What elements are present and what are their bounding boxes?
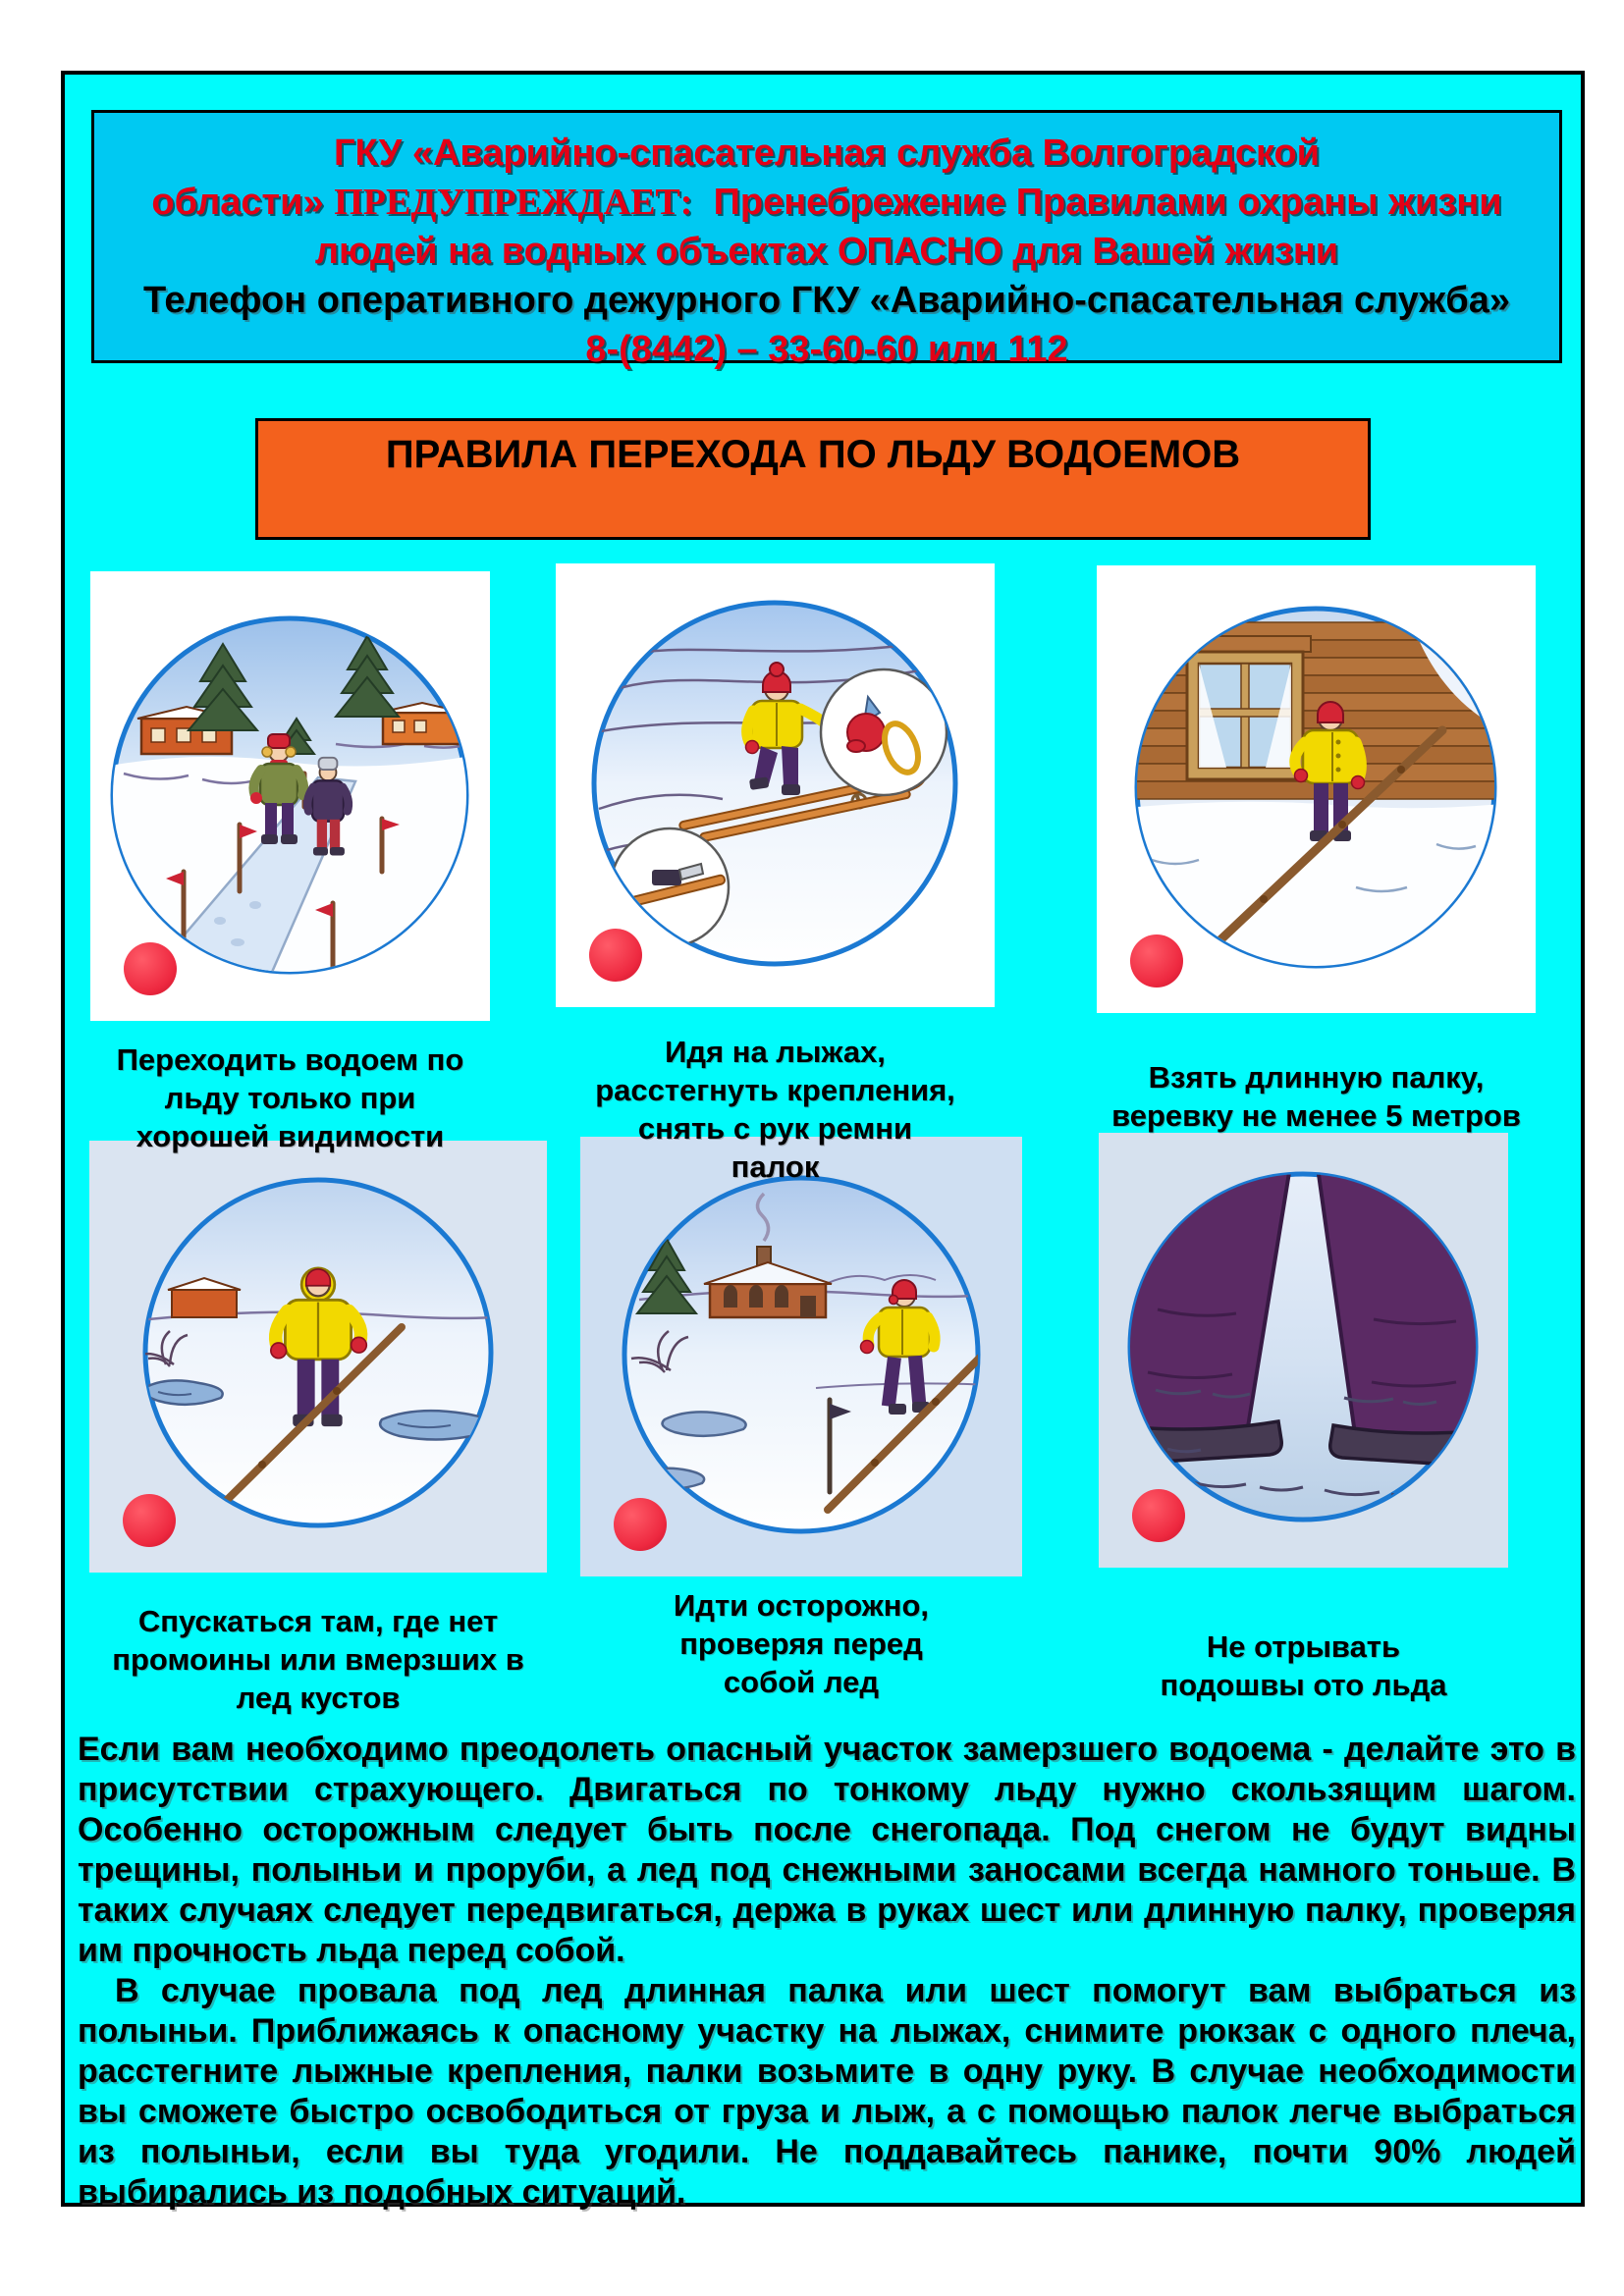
warning-header-box (91, 110, 1562, 370)
illustration-card-2 (556, 563, 995, 1007)
warning-line-3: людей на водных объектах ОПАСНО для Вашей жизни (314, 231, 1339, 272)
illustration-card-6 (1099, 1133, 1508, 1568)
ski-binding-detail-inset (611, 828, 729, 946)
caption-text: Не отрывать подошвы ото льда (1160, 1629, 1447, 1702)
duty-phone-label: Телефон оперативного дежурного ГКУ «Аварийно-спасательная служба» (143, 280, 1510, 321)
red-dot-marker (1130, 934, 1183, 988)
caption-text: Переходить водоем по льду только при хорошей видимости (116, 1042, 464, 1153)
illustration-card-3 (1097, 565, 1536, 1013)
illustration-card-4 (89, 1141, 547, 1573)
red-dot-marker (124, 942, 177, 995)
caption-text: Взять длинную палку, веревку не менее 5 метров (1111, 1060, 1521, 1133)
duty-phone-number: 8-(8442) – 33-60-60 или 112 (585, 329, 1068, 370)
red-dot-marker (589, 929, 642, 982)
warning-line-2-part-b: Пренебрежение Правилами охраны жизни (713, 182, 1502, 223)
rules-title-box (255, 418, 1371, 540)
warning-line-1: ГКУ «Аварийно-спасательная служба Волгоградской (333, 133, 1321, 174)
red-dot-marker (123, 1494, 176, 1547)
warning-line-2 (94, 178, 1559, 227)
illustration-card-1 (90, 571, 490, 1021)
warning-line-2-serif: ПРЕДУПРЕЖДАЕТ: (334, 182, 693, 223)
caption-card-4 (89, 1602, 547, 1717)
advisory-paragraph-1: Если вам необходимо преодолеть опасный участок замерзшего водоема - делайте это в присутствии страхующего. Двигаться по тонкому льду нужно скользящим шагом. Особенно осторожным следует быть после снегопада. Под снегом не будут видны трещины, полыньи и проруби, а лед под снежными заносами всегда намного тоньше. В таких случаях следует передвигаться, держа в руках шест или длинную палку, проверяя им прочность льда перед собой. (78, 1731, 1576, 1969)
caption-card-1 (90, 1041, 490, 1155)
warning-line-2-part-a: области» (151, 182, 324, 223)
illustration-card-5 (580, 1137, 1022, 1576)
caption-card-5 (580, 1586, 1022, 1701)
caption-card-2 (556, 1033, 995, 1186)
caption-card-6 (1099, 1628, 1508, 1704)
caption-text: Идя на лыжах, расстегнуть крепления, снять с рук ремни палок (595, 1035, 955, 1184)
poster-frame (61, 71, 1585, 2211)
advisory-paragraph-2: В случае провала под лед длинная палка или шест помогут вам выбраться из полыньи. Приближаясь к опасному участку на лыжах, снимите рюкзак с одного плеча, расстегните лыжные крепления, палки возьмите в одну руку. В случае необходимости вы сможете быстро освободиться от груза и лыж, а с помощью палок легче выбраться из полыньи, если вы туда угодили. Не поддавайтесь панике, почти 90% людей выбирались из подобных ситуаций. (78, 1972, 1576, 2211)
caption-text: Идти осторожно, проверяя перед собой лед (673, 1588, 929, 1699)
caption-card-3 (1097, 1058, 1536, 1135)
red-dot-marker (614, 1498, 667, 1551)
advisory-text (78, 1730, 1576, 2213)
caption-text: Спускаться там, где нет промоины или вмерзших в лед кустов (112, 1604, 524, 1715)
page-title: ПРАВИЛА ПЕРЕХОДА ПО ЛЬДУ ВОДОЕМОВ (385, 433, 1241, 476)
pole-strap-detail-inset (821, 669, 947, 795)
red-dot-marker (1132, 1489, 1185, 1542)
